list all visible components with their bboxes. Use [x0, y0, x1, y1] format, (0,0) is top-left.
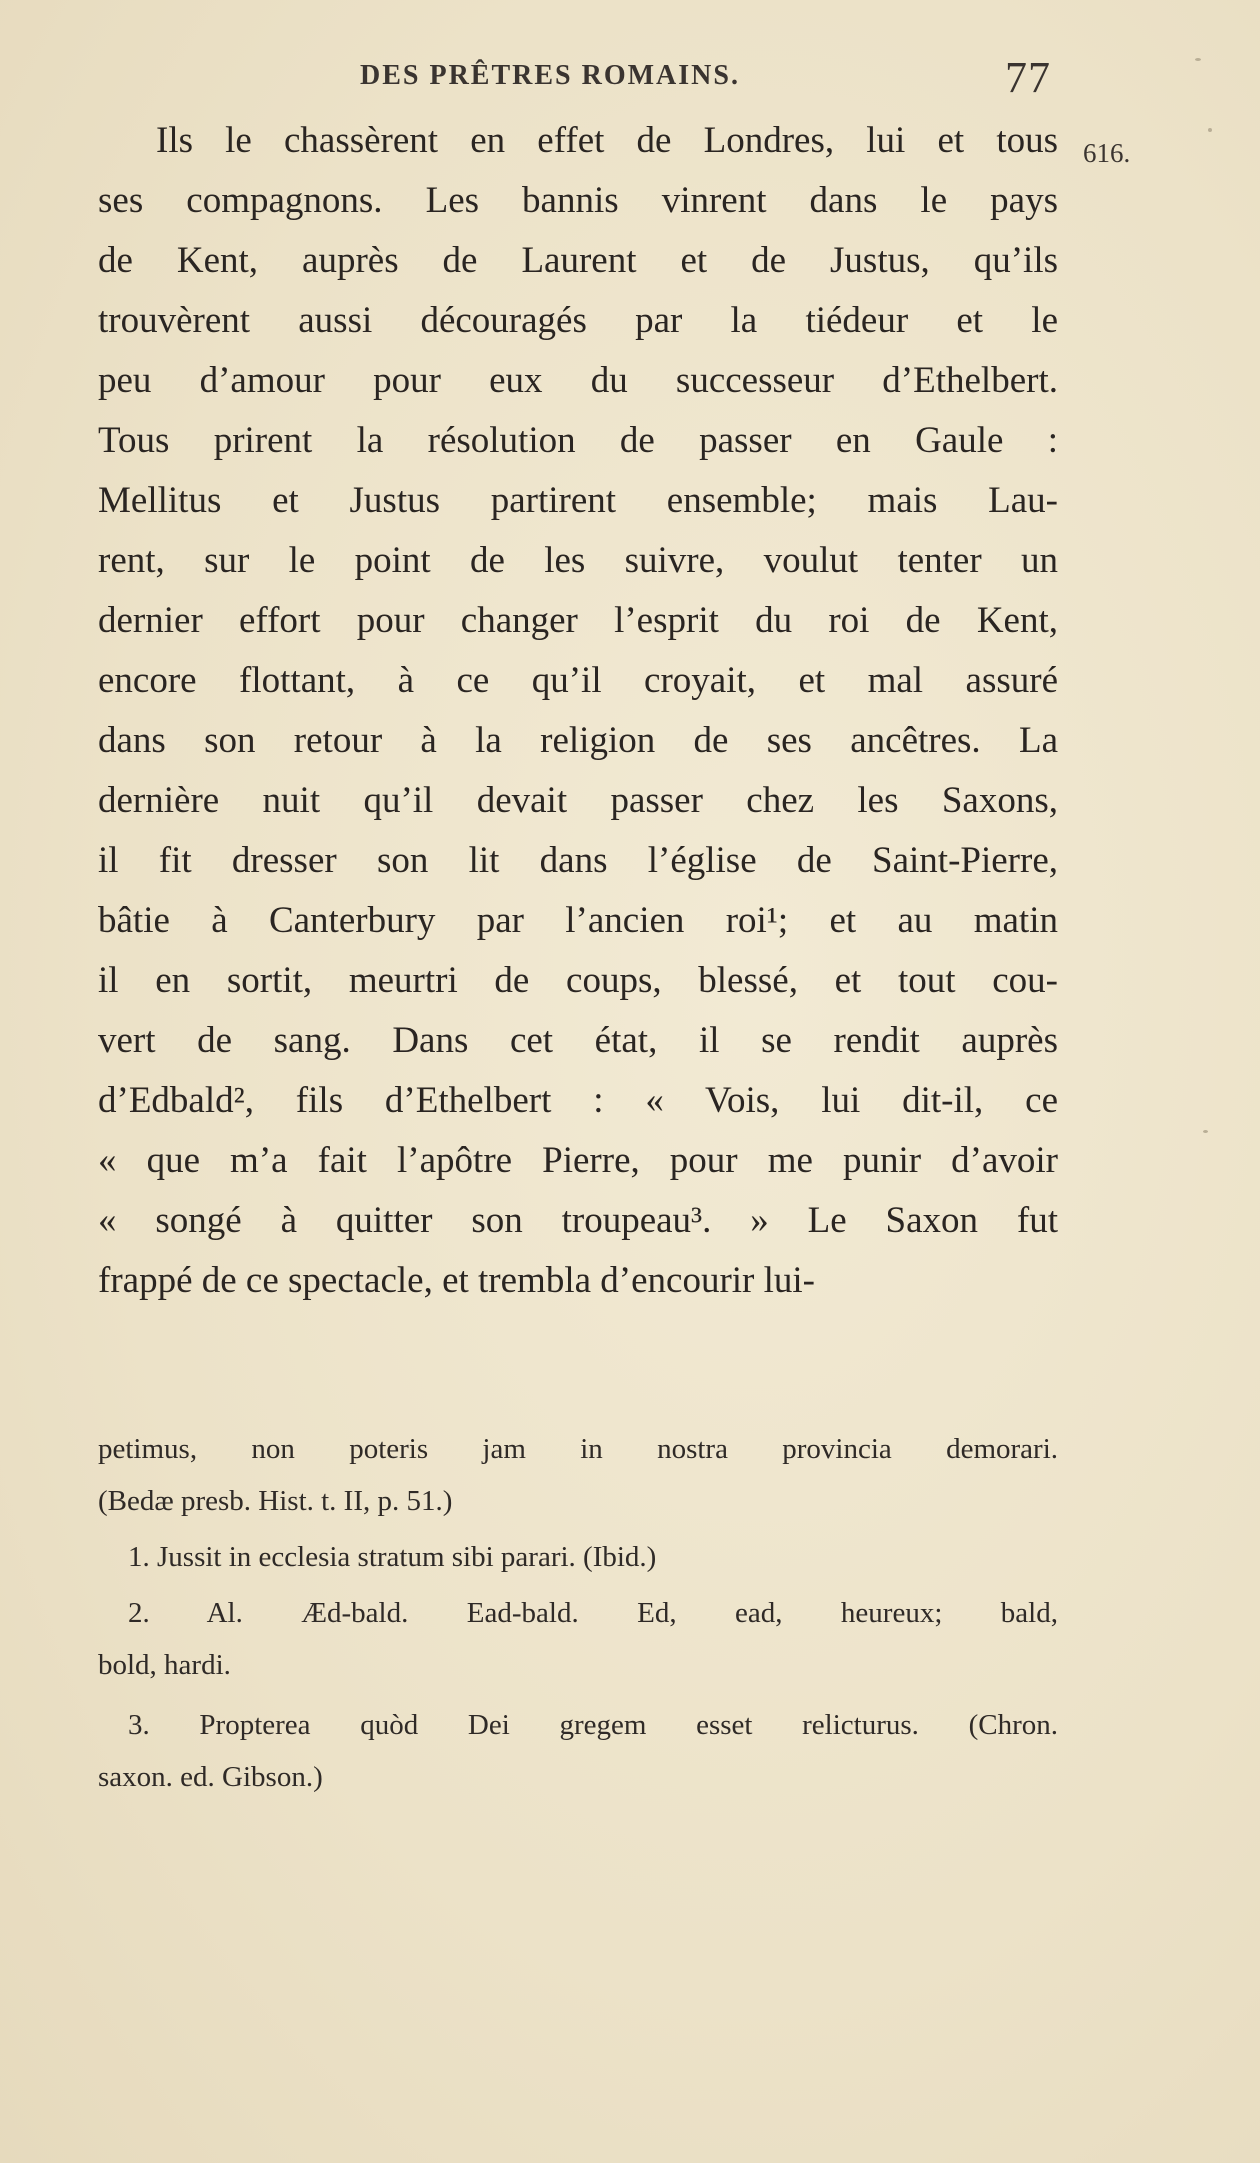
text-line: Tous prirent la résolution de passer en Gaule : [98, 420, 1058, 461]
text-line: vert de sang. Dans cet état, il se rendit auprès [98, 1020, 1058, 1061]
text-line: de Kent, auprès de Laurent et de Justus, qu’ils [98, 240, 1058, 281]
text-line: « songé à quitter son troupeau³. » Le Saxon fut [98, 1200, 1058, 1241]
text-line: rent, sur le point de les suivre, voulut tenter un [98, 540, 1058, 581]
text-line: dernière nuit qu’il devait passer chez les Saxons, [98, 780, 1058, 821]
footnote-line: (Bedæ presb. Hist. t. II, p. 51.) [98, 1485, 453, 1517]
text-line: d’Edbald², fils d’Ethelbert : « Vois, lui dit-il, ce [98, 1080, 1058, 1121]
footnote-line: 3. Propterea quòd Dei gregem esset relicturus. (Chron. [128, 1709, 1058, 1741]
paper-speck [1195, 58, 1201, 61]
text-line: dans son retour à la religion de ses ancêtres. La [98, 720, 1058, 761]
text-line: trouvèrent aussi découragés par la tiédeur et le [98, 300, 1058, 341]
footnote-line: saxon. ed. Gibson.) [98, 1761, 323, 1793]
text-line: Ils le chassèrent en effet de Londres, lui et tous [156, 120, 1058, 161]
text-line: ses compagnons. Les bannis vinrent dans le pays [98, 180, 1058, 221]
footnote-line: bold, hardi. [98, 1649, 231, 1681]
footnote-line: 1. Jussit in ecclesia stratum sibi parari. (Ibid.) [128, 1541, 657, 1573]
text-line: dernier effort pour changer l’esprit du roi de Kent, [98, 600, 1058, 641]
footnote-line: petimus, non poteris jam in nostra provincia demorari. [98, 1433, 1058, 1465]
page-number: 77 [1005, 53, 1051, 102]
text-line: il en sortit, meurtri de coups, blessé, et tout cou- [98, 960, 1058, 1001]
footnote-line: 2. Al. Æd-bald. Ead-bald. Ed, ead, heureux; bald, [128, 1597, 1058, 1629]
paper-speck [1203, 1130, 1208, 1133]
text-line: encore flottant, à ce qu’il croyait, et mal assuré [98, 660, 1058, 701]
running-head: DES PRÊTRES ROMAINS. [360, 60, 740, 91]
text-line: peu d’amour pour eux du successeur d’Ethelbert. [98, 360, 1058, 401]
text-line: Mellitus et Justus partirent ensemble; mais Lau- [98, 480, 1058, 521]
margin-date-note: 616. [1083, 138, 1131, 168]
text-line: bâtie à Canterbury par l’ancien roi¹; et au matin [98, 900, 1058, 941]
text-line: il fit dresser son lit dans l’église de Saint-Pierre, [98, 840, 1058, 881]
text-line: « que m’a fait l’apôtre Pierre, pour me punir d’avoir [98, 1140, 1058, 1181]
paper-speck [1208, 128, 1212, 132]
text-line: frappé de ce spectacle, et trembla d’encourir lui- [98, 1260, 816, 1301]
